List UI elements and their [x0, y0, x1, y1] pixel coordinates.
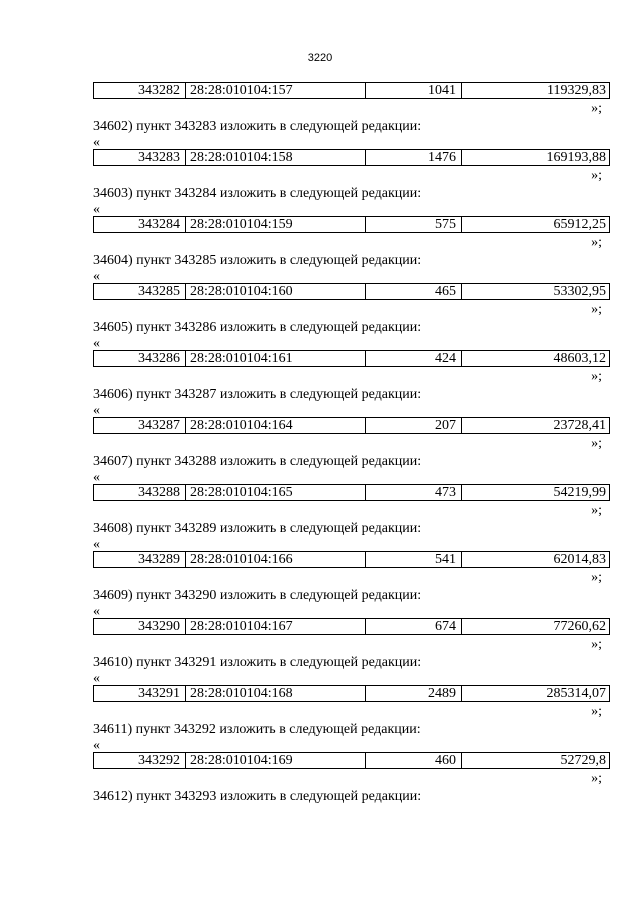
closing-quote: »; — [591, 436, 602, 451]
closing-quote: »; — [591, 503, 602, 518]
item-number-cell: 343291 — [94, 686, 186, 701]
amendment-instruction: 34612) пункт 343293 изложить в следующей редакции: — [93, 789, 422, 804]
value-cell: 48603,12 — [553, 351, 606, 366]
cadastral-number-cell: 28:28:010104:160 — [186, 284, 366, 299]
item-number-cell: 343287 — [94, 418, 186, 433]
table-row — [93, 216, 610, 233]
cadastral-number-cell: 28:28:010104:169 — [186, 753, 366, 768]
item-number-cell: 343285 — [94, 284, 186, 299]
opening-quote: « — [93, 671, 100, 686]
value-cell: 54219,99 — [553, 485, 606, 500]
table-row — [93, 484, 610, 501]
amendment-instruction: 34609) пункт 343290 изложить в следующей редакции: — [93, 588, 422, 603]
value-cell: 62014,83 — [553, 552, 606, 567]
cadastral-number-cell: 28:28:010104:159 — [186, 217, 366, 232]
area-cell: 473 — [366, 485, 462, 500]
opening-quote: « — [93, 336, 100, 351]
area-cell: 575 — [366, 217, 462, 232]
closing-quote: »; — [591, 369, 602, 384]
cadastral-number-cell: 28:28:010104:166 — [186, 552, 366, 567]
closing-quote: »; — [591, 637, 602, 652]
opening-quote: « — [93, 403, 100, 418]
table-row — [93, 752, 610, 769]
cadastral-number-cell: 28:28:010104:157 — [186, 83, 366, 98]
area-cell: 674 — [366, 619, 462, 634]
table-row — [93, 618, 610, 635]
cadastral-number-cell: 28:28:010104:168 — [186, 686, 366, 701]
item-number-cell: 343288 — [94, 485, 186, 500]
cadastral-number-cell: 28:28:010104:167 — [186, 619, 366, 634]
page-number: 3220 — [307, 52, 333, 64]
item-number-cell: 343282 — [94, 83, 186, 98]
value-cell: 169193,88 — [546, 150, 606, 165]
amendment-instruction: 34608) пункт 343289 изложить в следующей редакции: — [93, 521, 422, 536]
table-row — [93, 82, 610, 99]
amendment-instruction: 34604) пункт 343285 изложить в следующей редакции: — [93, 253, 422, 268]
opening-quote: « — [93, 269, 100, 284]
table-row — [93, 283, 610, 300]
amendment-instruction: 34611) пункт 343292 изложить в следующей редакции: — [93, 722, 421, 737]
value-cell: 23728,41 — [553, 418, 606, 433]
area-cell: 460 — [366, 753, 462, 768]
value-cell: 77260,62 — [553, 619, 606, 634]
table-row — [93, 417, 610, 434]
table-row — [93, 350, 610, 367]
item-number-cell: 343283 — [94, 150, 186, 165]
opening-quote: « — [93, 738, 100, 753]
opening-quote: « — [93, 537, 100, 552]
closing-quote: »; — [591, 704, 602, 719]
closing-quote: »; — [591, 235, 602, 250]
opening-quote: « — [93, 202, 100, 217]
cadastral-number-cell: 28:28:010104:158 — [186, 150, 366, 165]
area-cell: 1476 — [366, 150, 462, 165]
value-cell: 119329,83 — [547, 83, 606, 98]
closing-quote: »; — [591, 168, 602, 183]
opening-quote: « — [93, 135, 100, 150]
area-cell: 465 — [366, 284, 462, 299]
table-row — [93, 149, 610, 166]
closing-quote: »; — [591, 771, 602, 786]
cadastral-number-cell: 28:28:010104:161 — [186, 351, 366, 366]
table-row — [93, 551, 610, 568]
opening-quote: « — [93, 604, 100, 619]
cadastral-number-cell: 28:28:010104:165 — [186, 485, 366, 500]
opening-quote: « — [93, 470, 100, 485]
item-number-cell: 343290 — [94, 619, 186, 634]
area-cell: 541 — [366, 552, 462, 567]
item-number-cell: 343286 — [94, 351, 186, 366]
value-cell: 52729,8 — [560, 753, 606, 768]
value-cell: 53302,95 — [553, 284, 606, 299]
closing-quote: »; — [591, 570, 602, 585]
area-cell: 424 — [366, 351, 462, 366]
document-body — [93, 82, 610, 806]
item-number-cell: 343289 — [94, 552, 186, 567]
amendment-instruction: 34607) пункт 343288 изложить в следующей редакции: — [93, 454, 422, 469]
table-row — [93, 685, 610, 702]
value-cell: 65912,25 — [553, 217, 606, 232]
value-cell: 285314,07 — [546, 686, 606, 701]
amendment-instruction: 34605) пункт 343286 изложить в следующей редакции: — [93, 320, 422, 335]
amendment-instruction: 34603) пункт 343284 изложить в следующей редакции: — [93, 186, 422, 201]
amendment-instruction: 34602) пункт 343283 изложить в следующей редакции: — [93, 119, 422, 134]
amendment-instruction: 34606) пункт 343287 изложить в следующей редакции: — [93, 387, 422, 402]
closing-quote: »; — [591, 101, 602, 116]
amendment-instruction: 34610) пункт 343291 изложить в следующей редакции: — [93, 655, 422, 670]
area-cell: 207 — [366, 418, 462, 433]
area-cell: 2489 — [366, 686, 462, 701]
area-cell: 1041 — [366, 83, 462, 98]
item-number-cell: 343292 — [94, 753, 186, 768]
cadastral-number-cell: 28:28:010104:164 — [186, 418, 366, 433]
closing-quote: »; — [591, 302, 602, 317]
item-number-cell: 343284 — [94, 217, 186, 232]
